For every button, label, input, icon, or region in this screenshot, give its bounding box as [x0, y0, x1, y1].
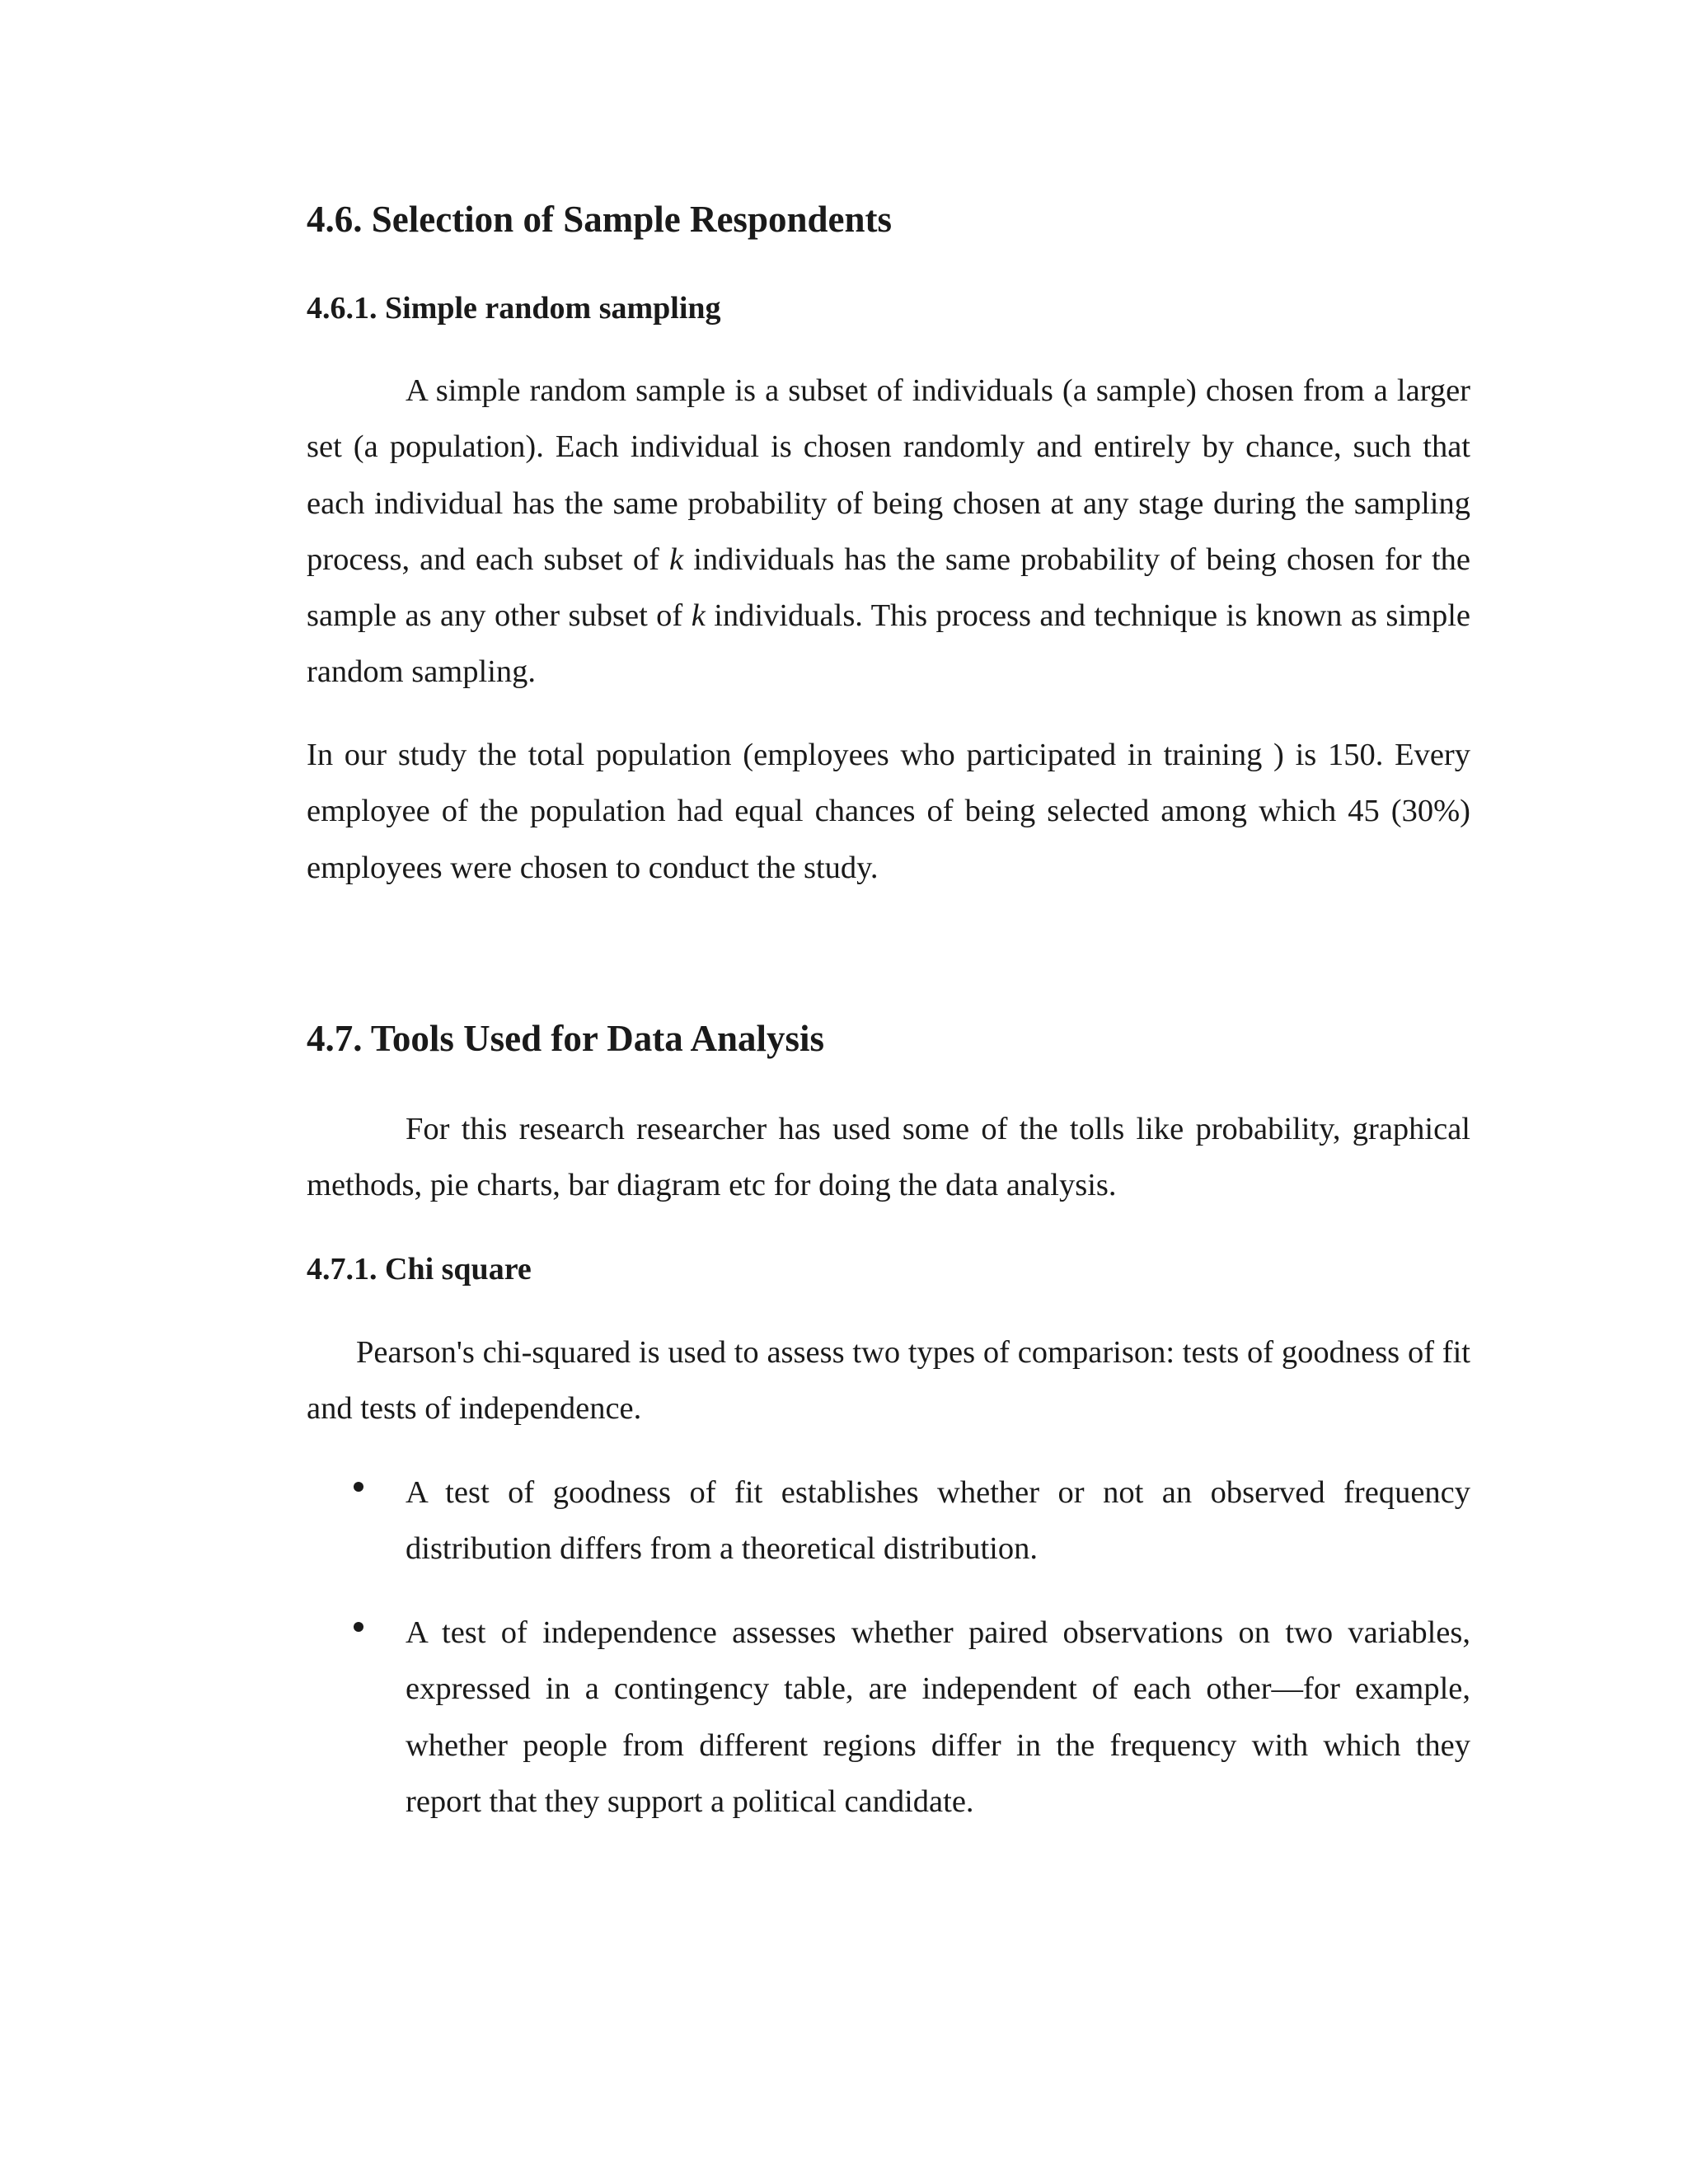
paragraph-text-part: individuals. This process and technique is known as simple random sampling.: [307, 598, 1471, 690]
subsection-heading-4-6-1: 4.6.1. Simple random sampling: [307, 291, 721, 326]
variable-k: k: [691, 598, 706, 634]
section-heading-4-6: 4.6. Selection of Sample Respondents: [307, 199, 893, 240]
list-item-text: A test of independence assesses whether paired observations on two variables, expressed in a contingency table, are independent of each other—for example, whether people from different regions differ in the frequency with which they report that they support a political candidate.: [406, 1615, 1470, 1819]
variable-k: k: [669, 541, 684, 577]
paragraph-study-population: In our study the total population (employees who participated in training ) is 150. Every employee of the population had equal chances of being selected among which 45 (30%) employees were chosen to conduct the study.: [307, 738, 1470, 885]
bullet-icon: [354, 1622, 363, 1632]
paragraph-simple-random-sample-definition: [307, 363, 1470, 701]
list-item-text: A test of goodness of fit establishes whether or not an observed frequency distribution differs from a theoretical distribution.: [406, 1475, 1470, 1567]
section-heading-4-7: 4.7. Tools Used for Data Analysis: [307, 1018, 825, 1059]
subsection-heading-4-7-1: 4.7.1. Chi square: [307, 1252, 532, 1286]
paragraph-tools-intro: For this research researcher has used some of the tolls like probability, graphical methods, pie charts, bar diagram etc for doing the data analysis.: [307, 1112, 1470, 1203]
paragraph-text-part: A simple random sample is a subset of individuals (a sample) chosen from a larger set (a population). Each individual is chosen randomly and entirely by chance, such that each individual has the same probability of being chosen at any stage during the sampling process, and each subset of: [307, 373, 1470, 577]
paragraph-text-part: individuals has the same probability of being chosen for the sample as any other subset of: [307, 541, 1470, 634]
bullet-icon: [354, 1482, 363, 1492]
paragraph-chi-square-intro: Pearson's chi-squared is used to assess two types of comparison: tests of goodness of fit and tests of independence.: [307, 1335, 1470, 1427]
